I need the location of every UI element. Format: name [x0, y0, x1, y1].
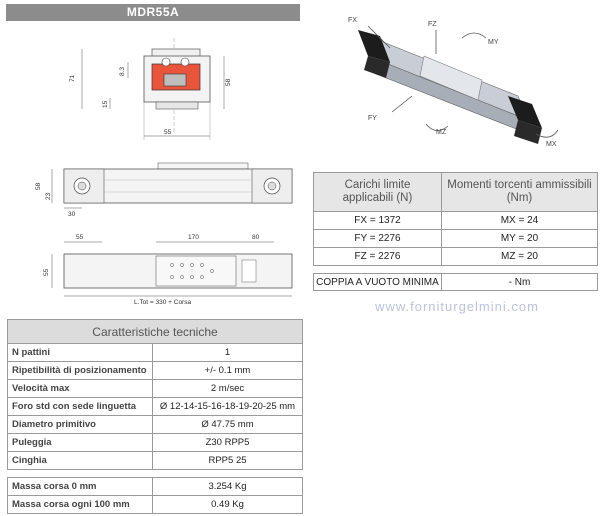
load-force-cell: FX = 1372: [314, 212, 442, 230]
moment-mz-label: MZ: [436, 129, 447, 136]
mass-row: [8, 496, 303, 514]
spec-label: Ripetibilità di posizionamento: [8, 362, 153, 380]
specs-table: [7, 319, 303, 514]
moment-mx-label: MX: [546, 141, 557, 148]
watermark-url: www.forniturgelmini.com: [375, 299, 539, 314]
mass-value: 3.254 Kg: [153, 478, 303, 496]
dim-bottom-right: 80: [252, 234, 260, 241]
mass-label: Massa corsa ogni 100 mm: [8, 496, 153, 514]
technical-drawing: [6, 22, 302, 314]
torque-row: [314, 274, 598, 291]
spec-label: N pattini: [8, 344, 153, 362]
loads-header-moments: Momenti torcenti ammissibili (Nm): [441, 173, 597, 212]
spec-value: RPP5 25: [153, 452, 303, 470]
dim-side-offset: 23: [45, 192, 52, 200]
bottom-view: [43, 234, 292, 306]
force-fx-label: FX: [348, 17, 357, 24]
force-fz-label: FZ: [428, 21, 437, 28]
dim-height-body: 58: [225, 78, 232, 86]
mass-value: 0.49 Kg: [153, 496, 303, 514]
spec-value: +/- 0.1 mm: [153, 362, 303, 380]
dim-base: 15: [102, 100, 109, 108]
dim-height-total: 71: [69, 74, 76, 82]
spec-row: [8, 452, 303, 470]
spec-row: [8, 398, 303, 416]
dim-length-formula: L.Tot = 330 + Corsa: [134, 299, 192, 306]
spec-row: [8, 380, 303, 398]
dim-bottom-height: 55: [43, 268, 50, 276]
dim-slot-depth: 8.3: [119, 66, 126, 76]
dim-side-height: 58: [35, 182, 42, 190]
spec-label: Cinghia: [8, 452, 153, 470]
torque-value: - Nm: [441, 274, 597, 291]
loads-table: [313, 172, 598, 291]
mass-label: Massa corsa 0 mm: [8, 478, 153, 496]
spec-row: [8, 344, 303, 362]
spec-value: 2 m/sec: [153, 380, 303, 398]
spec-label: Puleggia: [8, 434, 153, 452]
loads-row: [314, 230, 598, 248]
side-view: [35, 163, 292, 218]
dim-bottom-mid: 170: [188, 234, 199, 241]
load-moment-cell: MY = 20: [441, 230, 597, 248]
dim-end-offset: 30: [68, 211, 76, 218]
specs-title: Caratteristiche tecniche: [8, 320, 303, 344]
spec-value: Ø 47.75 mm: [153, 416, 303, 434]
loads-row: [314, 248, 598, 266]
spec-row: [8, 416, 303, 434]
spec-value: Ø 12-14-15-16-18-19-20-25 mm: [153, 398, 303, 416]
load-moment-cell: MX = 24: [441, 212, 597, 230]
spec-label: Velocità max: [8, 380, 153, 398]
loads-row: [314, 212, 598, 230]
moment-my-label: MY: [488, 39, 499, 46]
spec-row: [8, 434, 303, 452]
load-force-cell: FY = 2276: [314, 230, 442, 248]
torque-label: COPPIA A VUOTO MINIMA: [314, 274, 442, 291]
loads-header-forces: Carichi limite applicabili (N): [314, 173, 442, 212]
spec-label: Foro std con sede linguetta: [8, 398, 153, 416]
mass-row: [8, 478, 303, 496]
force-fy-label: FY: [368, 115, 377, 122]
actuator-render: [328, 8, 578, 158]
spec-value: Z30 RPP5: [153, 434, 303, 452]
dim-top-width: 55: [164, 129, 172, 136]
spec-label: Diametro primitivo: [8, 416, 153, 434]
cross-section: [69, 38, 232, 140]
spec-value: 1: [153, 344, 303, 362]
model-title: MDR55A: [6, 4, 300, 21]
dim-bottom-left: 55: [76, 234, 84, 241]
load-force-cell: FZ = 2276: [314, 248, 442, 266]
load-moment-cell: MZ = 20: [441, 248, 597, 266]
spec-row: [8, 362, 303, 380]
